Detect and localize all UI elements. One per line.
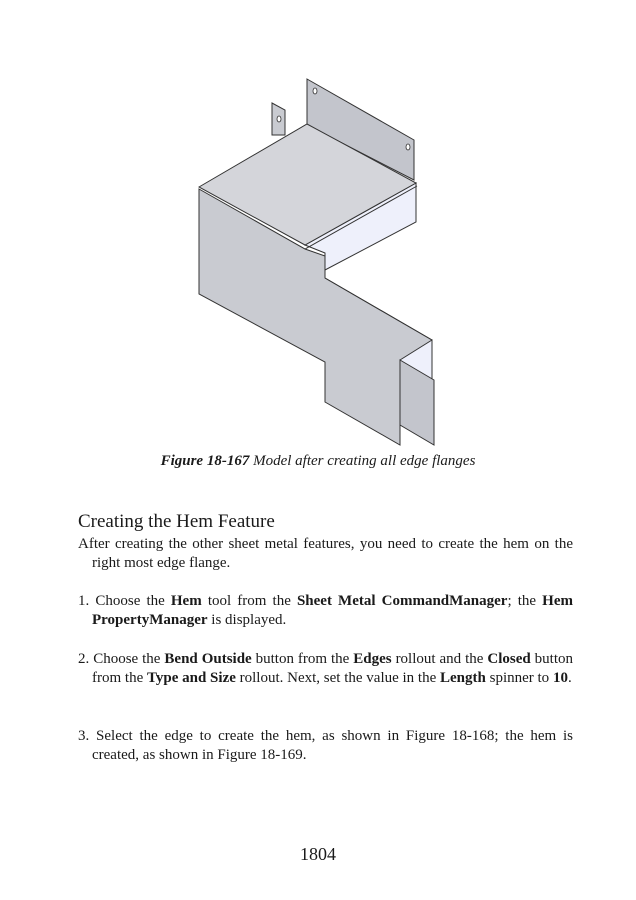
- step-text: rollout. Next, set the value in the: [235, 670, 441, 686]
- bold-term: Hem PropertyManager: [92, 593, 573, 628]
- step-3: [78, 727, 573, 765]
- step-1: [78, 592, 573, 630]
- step-text: 1. Choose the: [78, 593, 171, 609]
- bold-term: Edges: [353, 651, 392, 667]
- step-text: button from the: [92, 651, 573, 686]
- bold-term: Sheet Metal CommandManager: [296, 593, 508, 609]
- step-text: button from the: [251, 651, 354, 667]
- bold-term: 10: [552, 670, 568, 686]
- bold-term: Closed: [487, 651, 531, 667]
- mounting-hole: [277, 116, 281, 122]
- step-text: 2. Choose the: [78, 651, 165, 667]
- step-2: [78, 650, 573, 688]
- step-text: tool from the: [201, 593, 297, 609]
- bold-term: Length: [440, 670, 486, 686]
- figure-caption: [0, 451, 636, 471]
- step-text: ; the: [507, 593, 543, 609]
- step-text: rollout and the: [391, 651, 488, 667]
- bold-term: Type and Size: [146, 670, 236, 686]
- page-number: 1804: [300, 844, 336, 864]
- bold-term: Bend Outside: [164, 651, 252, 667]
- step-text: is displayed.: [207, 612, 287, 628]
- intro-paragraph: After creating the other sheet metal features, you need to create the hem on the right most edge flange.: [78, 536, 573, 571]
- figure-caption-text: Model after creating all edge flanges: [249, 453, 476, 469]
- step-text: .: [567, 670, 572, 686]
- mounting-hole: [406, 144, 410, 150]
- step-text: 3. Select the edge to create the hem, as shown in Figure 18-168; the hem is created, as shown in Figure 18-169.: [78, 728, 573, 763]
- figure-label: Figure 18-167: [160, 453, 250, 469]
- step-text: spinner to: [485, 670, 553, 686]
- mounting-hole: [313, 88, 317, 94]
- bold-term: Hem: [170, 593, 202, 609]
- section-heading: Creating the Hem Feature: [78, 511, 275, 532]
